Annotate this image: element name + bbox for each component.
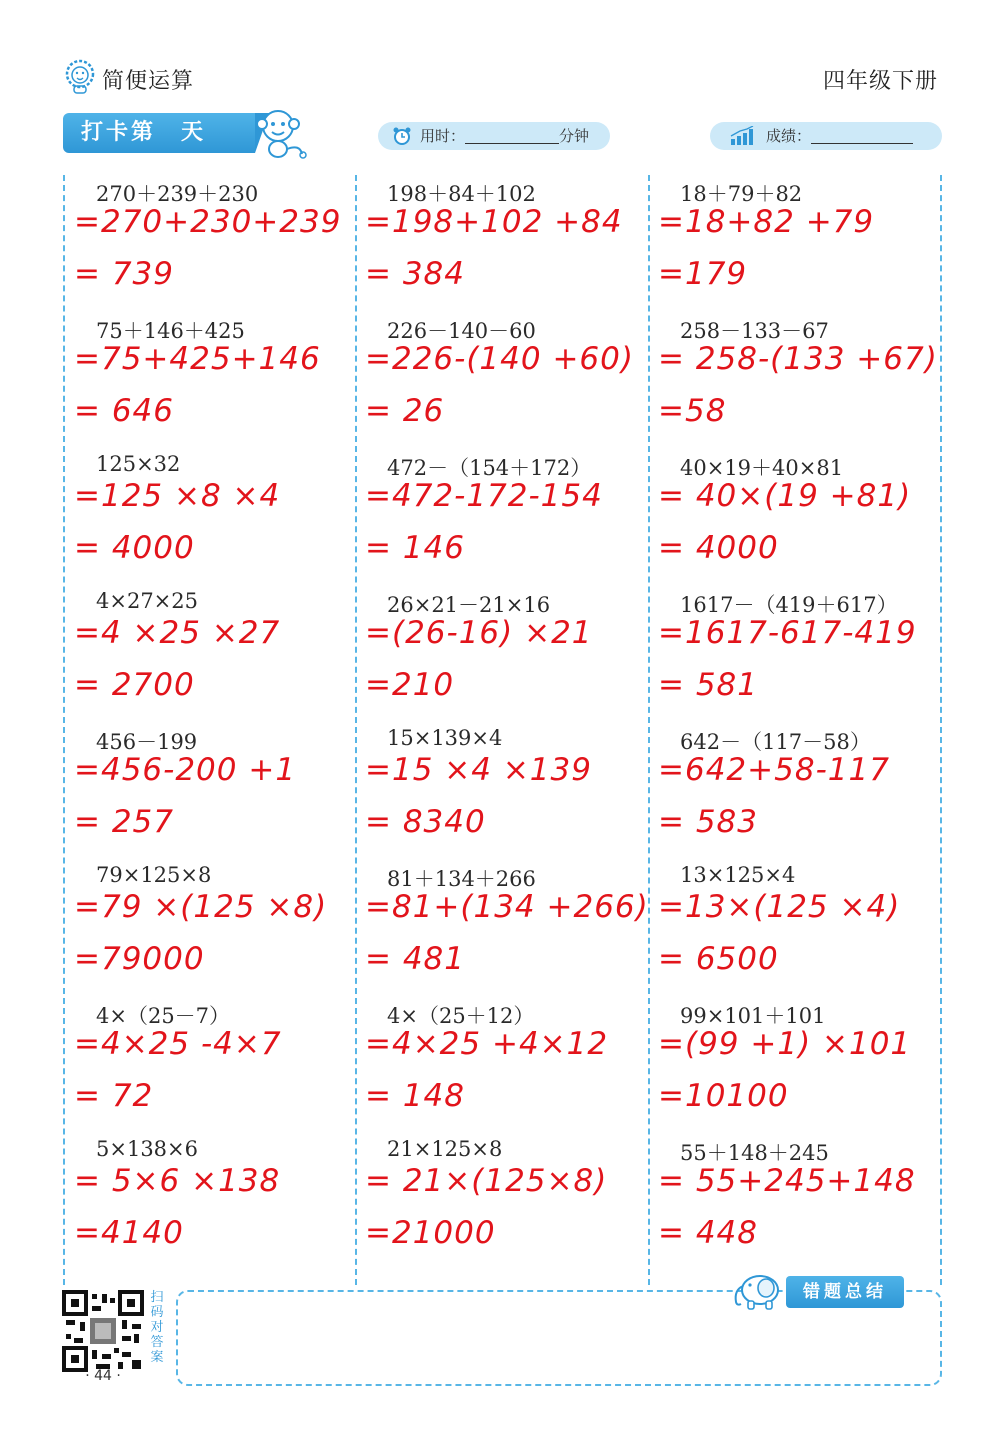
elephant-icon <box>730 1268 786 1312</box>
column-divider <box>940 175 942 1285</box>
problem-expression: 5×138×6 <box>96 1137 198 1161</box>
scan-char: 扫 <box>150 1290 164 1305</box>
handwritten-answer: =210 <box>365 667 455 703</box>
handwritten-answer: =58 <box>658 393 727 429</box>
bar-chart-icon <box>730 126 754 146</box>
time-blank[interactable] <box>465 129 559 144</box>
section-title: 简便运算 <box>102 69 195 94</box>
handwritten-answer: =79000 <box>74 941 205 977</box>
problem-expression: 40×19＋40×81 <box>680 456 844 480</box>
handwritten-answer: =4140 <box>74 1215 184 1251</box>
handwritten-step: =125 ×8 ×4 <box>74 478 281 514</box>
handwritten-step: =13×(125 ×4) <box>658 889 901 925</box>
handwritten-answer: = 257 <box>74 804 174 840</box>
problem-expression: 21×125×8 <box>387 1137 503 1161</box>
handwritten-answer: = 26 <box>365 393 445 429</box>
handwritten-step: =4 ×25 ×27 <box>74 615 281 651</box>
handwritten-step: = 258-(133 +67) <box>658 341 938 377</box>
handwritten-step: =79 ×(125 ×8) <box>74 889 328 925</box>
handwritten-answer: = 448 <box>658 1215 758 1251</box>
handwritten-step: =456-200 +1 <box>74 752 297 788</box>
problem-cell <box>648 589 928 726</box>
monkey-icon <box>252 104 310 160</box>
handwritten-answer: =10100 <box>658 1078 789 1114</box>
scan-char: 码 <box>150 1305 164 1320</box>
lion-icon <box>62 58 98 94</box>
problem-expression: 642－（117－58） <box>680 730 871 754</box>
handwritten-step: =226-(140 +60) <box>365 341 634 377</box>
handwritten-answer: = 384 <box>365 256 465 292</box>
handwritten-step: =1617-617-419 <box>658 615 917 651</box>
problem-cell <box>355 1137 635 1274</box>
problem-cell <box>648 1000 928 1137</box>
problem-expression: 4×（25－7） <box>96 1004 231 1028</box>
scan-for-answers <box>148 1290 166 1365</box>
problem-expression: 472－（154＋172） <box>387 456 592 480</box>
problem-cell <box>648 315 938 452</box>
handwritten-step: = 5×6 ×138 <box>74 1163 281 1199</box>
problem-cell <box>64 589 344 726</box>
handwritten-answer: = 6500 <box>658 941 779 977</box>
problem-expression: 99×101＋101 <box>680 1004 826 1028</box>
error-summary-label: 错题总结 <box>786 1276 904 1308</box>
score-blank[interactable] <box>811 129 913 144</box>
time-field[interactable] <box>378 122 610 150</box>
problem-cell <box>648 863 928 1000</box>
problem-expression: 26×21－21×16 <box>387 593 551 617</box>
handwritten-step: = 55+245+148 <box>658 1163 916 1199</box>
problem-expression: 258－133－67 <box>680 319 829 343</box>
handwritten-answer: = 4000 <box>74 530 195 566</box>
handwritten-step: = 40×(19 +81) <box>658 478 912 514</box>
handwritten-step: =75+425+146 <box>74 341 321 377</box>
problem-expression: 75＋146＋425 <box>96 319 245 343</box>
handwritten-step: =4×25 +4×12 <box>365 1026 609 1062</box>
problem-cell <box>355 178 635 315</box>
problem-cell <box>648 452 928 589</box>
problem-expression: 18＋79＋82 <box>680 182 803 206</box>
problem-expression: 125×32 <box>96 452 181 476</box>
problem-cell <box>64 452 344 589</box>
problem-expression: 55＋148＋245 <box>680 1141 829 1165</box>
problem-expression: 79×125×8 <box>96 863 212 887</box>
problem-cell <box>355 1000 635 1137</box>
problem-cell <box>648 178 928 315</box>
problem-cell <box>355 452 635 589</box>
problem-expression: 81＋134＋266 <box>387 867 536 891</box>
handwritten-answer: =179 <box>658 256 748 292</box>
handwritten-answer: = 739 <box>74 256 174 292</box>
problem-expression: 15×139×4 <box>387 726 503 750</box>
handwritten-step: =15 ×4 ×139 <box>365 752 592 788</box>
scan-char: 答 <box>150 1335 164 1350</box>
problem-expression: 226－140－60 <box>387 319 536 343</box>
page-header <box>0 0 1000 110</box>
problem-cell <box>64 178 344 315</box>
handwritten-answer: = 481 <box>365 941 465 977</box>
handwritten-answer: = 583 <box>658 804 758 840</box>
handwritten-step: =81+(134 +266) <box>365 889 649 925</box>
handwritten-step: =198+102 +84 <box>365 204 623 240</box>
handwritten-answer: = 148 <box>365 1078 465 1114</box>
problem-cell <box>648 1137 928 1274</box>
problem-cell <box>355 315 635 452</box>
problem-cell <box>64 315 344 452</box>
checkin-banner: 打卡第 天 <box>63 113 255 153</box>
qr-code-icon[interactable] <box>62 1290 144 1372</box>
handwritten-answer: =21000 <box>365 1215 496 1251</box>
problem-cell <box>355 589 635 726</box>
handwritten-step: = 21×(125×8) <box>365 1163 608 1199</box>
problem-cell <box>64 1137 344 1274</box>
score-label: 成绩： <box>766 127 812 145</box>
problem-cell <box>355 863 649 1000</box>
problem-cell <box>64 1000 344 1137</box>
problem-cell <box>648 726 928 863</box>
problem-expression: 198＋84＋102 <box>387 182 536 206</box>
time-unit: 分钟 <box>559 127 590 145</box>
handwritten-answer: = 4000 <box>658 530 779 566</box>
handwritten-step: =472-172-154 <box>365 478 603 514</box>
problem-expression: 270＋239＋230 <box>96 182 259 206</box>
handwritten-answer: = 8340 <box>365 804 486 840</box>
problem-cell <box>64 726 344 863</box>
problem-expression: 1617－（419＋617） <box>680 593 898 617</box>
problem-expression: 4×（25＋12） <box>387 1004 535 1028</box>
problem-expression: 13×125×4 <box>680 863 796 887</box>
handwritten-step: =642+58-117 <box>658 752 890 788</box>
handwritten-step: =270+230+239 <box>74 204 342 240</box>
handwritten-answer: = 581 <box>658 667 758 703</box>
handwritten-step: =18+82 +79 <box>658 204 875 240</box>
handwritten-step: =4×25 -4×7 <box>74 1026 282 1062</box>
score-field[interactable] <box>710 122 942 150</box>
page-number: · 44 · <box>85 1368 121 1384</box>
problem-expression: 456－199 <box>96 730 198 754</box>
grade-label: 四年级下册 <box>822 69 938 94</box>
handwritten-answer: = 2700 <box>74 667 195 703</box>
problem-cell <box>355 726 635 863</box>
scan-char: 案 <box>150 1350 164 1365</box>
scan-char: 对 <box>150 1320 164 1335</box>
problem-expression: 4×27×25 <box>96 589 198 613</box>
handwritten-step: =(26-16) ×21 <box>365 615 593 651</box>
alarm-clock-icon <box>392 126 412 146</box>
handwritten-step: =(99 +1) ×101 <box>658 1026 912 1062</box>
handwritten-answer: = 72 <box>74 1078 154 1114</box>
time-label: 用时： <box>420 127 466 145</box>
handwritten-answer: = 146 <box>365 530 465 566</box>
problem-cell <box>64 863 344 1000</box>
handwritten-answer: = 646 <box>74 393 174 429</box>
